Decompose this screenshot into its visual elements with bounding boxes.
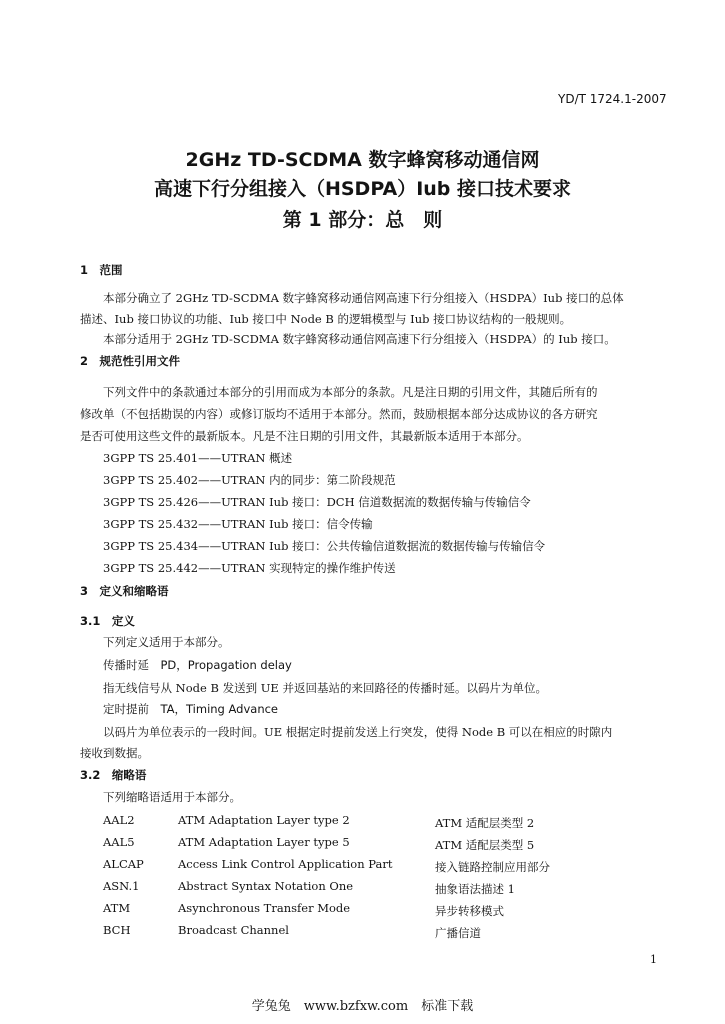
section-1-heading: 1 范围	[80, 263, 123, 277]
abbr-chinese: ATM 适配层类型 5	[435, 838, 535, 852]
footer-watermark: 学兔兔 www.bzfxw.com 标准下载	[251, 999, 474, 1014]
section-1-paragraph-line: 描述、Iub 接口协议的功能、Iub 接口中 Node B 的逻辑模型与 Iub 接口协议结构的一般规则。	[80, 312, 572, 326]
abbr-code: AAL5	[103, 835, 135, 849]
title-line-3: 第 1 部分：总 则	[282, 209, 443, 231]
abbr-code: BCH	[103, 923, 131, 937]
page-number: 1	[650, 953, 657, 966]
section-3-1-heading: 3.1 定义	[80, 614, 135, 628]
abbr-english: ATM Adaptation Layer type 5	[178, 835, 350, 849]
section-2-paragraph-line: 下列文件中的条款通过本部分的引用而成为本部分的条款。凡是注日期的引用文件，其随后所有的	[103, 385, 598, 399]
term-title: 定时提前 TA，Timing Advance	[103, 702, 279, 716]
term-title: 传播时延 PD，Propagation delay	[103, 658, 292, 672]
abbr-chinese: ATM 适配层类型 2	[435, 816, 535, 830]
term-definition: 指无线信号从 Node B 发送到 UE 并返回基站的来回路径的传播时延。以码片为单位。	[103, 681, 547, 695]
section-3-1-intro: 下列定义适用于本部分。	[103, 635, 230, 649]
abbr-chinese: 异步转移模式	[435, 904, 504, 918]
abbr-english: Access Link Control Application Part	[178, 857, 393, 871]
document-id: YD/T 1724.1-2007	[558, 92, 667, 106]
reference-item: 3GPP TS 25.432——UTRAN Iub 接口：信令传输	[103, 517, 373, 531]
reference-item: 3GPP TS 25.434——UTRAN Iub 接口：公共传输信道数据流的数据传输与传输信令	[103, 539, 546, 553]
reference-item: 3GPP TS 25.442——UTRAN 实现特定的操作维护传送	[103, 561, 396, 575]
abbr-code: ASN.1	[103, 879, 140, 893]
abbr-english: ATM Adaptation Layer type 2	[178, 813, 350, 827]
section-2-paragraph-line: 修改单（不包括勘误的内容）或修订版均不适用于本部分。然而，鼓励根据本部分达成协议的各方研究	[80, 407, 598, 421]
section-2-heading: 2 规范性引用文件	[80, 354, 181, 368]
abbr-chinese: 抽象语法描述 1	[435, 882, 515, 896]
abbr-chinese: 广播信道	[435, 926, 481, 940]
abbr-code: ALCAP	[103, 857, 144, 871]
abbr-english: Asynchronous Transfer Mode	[178, 901, 351, 915]
section-2-paragraph-line: 是否可使用这些文件的最新版本。凡是不注日期的引用文件，其最新版本适用于本部分。	[80, 429, 529, 443]
section-1-paragraph-line: 本部分确立了 2GHz TD-SCDMA 数字蜂窝移动通信网高速下行分组接入（HSDPA）Iub 接口的总体	[103, 291, 624, 305]
reference-item: 3GPP TS 25.402——UTRAN 内的同步：第二阶段规范	[103, 473, 396, 487]
title-line-2: 高速下行分组接入（HSDPA）Iub 接口技术要求	[153, 178, 572, 200]
reference-item: 3GPP TS 25.426——UTRAN Iub 接口：DCH 信道数据流的数据传输与传输信令	[103, 495, 531, 509]
section-3-2-heading: 3.2 缩略语	[80, 768, 147, 782]
term-definition: 以码片为单位表示的一段时间。UE 根据定时提前发送上行突发，使得 Node B 可以在相应的时隙内	[103, 725, 613, 739]
abbr-code: AAL2	[103, 813, 135, 827]
abbr-english: Broadcast Channel	[178, 923, 289, 937]
term-definition: 接收到数据。	[80, 746, 149, 760]
title-line-1: 2GHz TD-SCDMA 数字蜂窝移动通信网	[185, 149, 540, 171]
abbr-english: Abstract Syntax Notation One	[178, 879, 354, 893]
abbr-chinese: 接入链路控制应用部分	[435, 860, 550, 874]
section-1-paragraph-line: 本部分适用于 2GHz TD-SCDMA 数字蜂窝移动通信网高速下行分组接入（HSDPA）的 Iub 接口。	[103, 332, 616, 346]
abbr-code: ATM	[103, 901, 131, 915]
reference-item: 3GPP TS 25.401——UTRAN 概述	[103, 451, 293, 465]
section-3-2-intro: 下列缩略语适用于本部分。	[103, 790, 241, 804]
section-3-heading: 3 定义和缩略语	[80, 584, 169, 598]
